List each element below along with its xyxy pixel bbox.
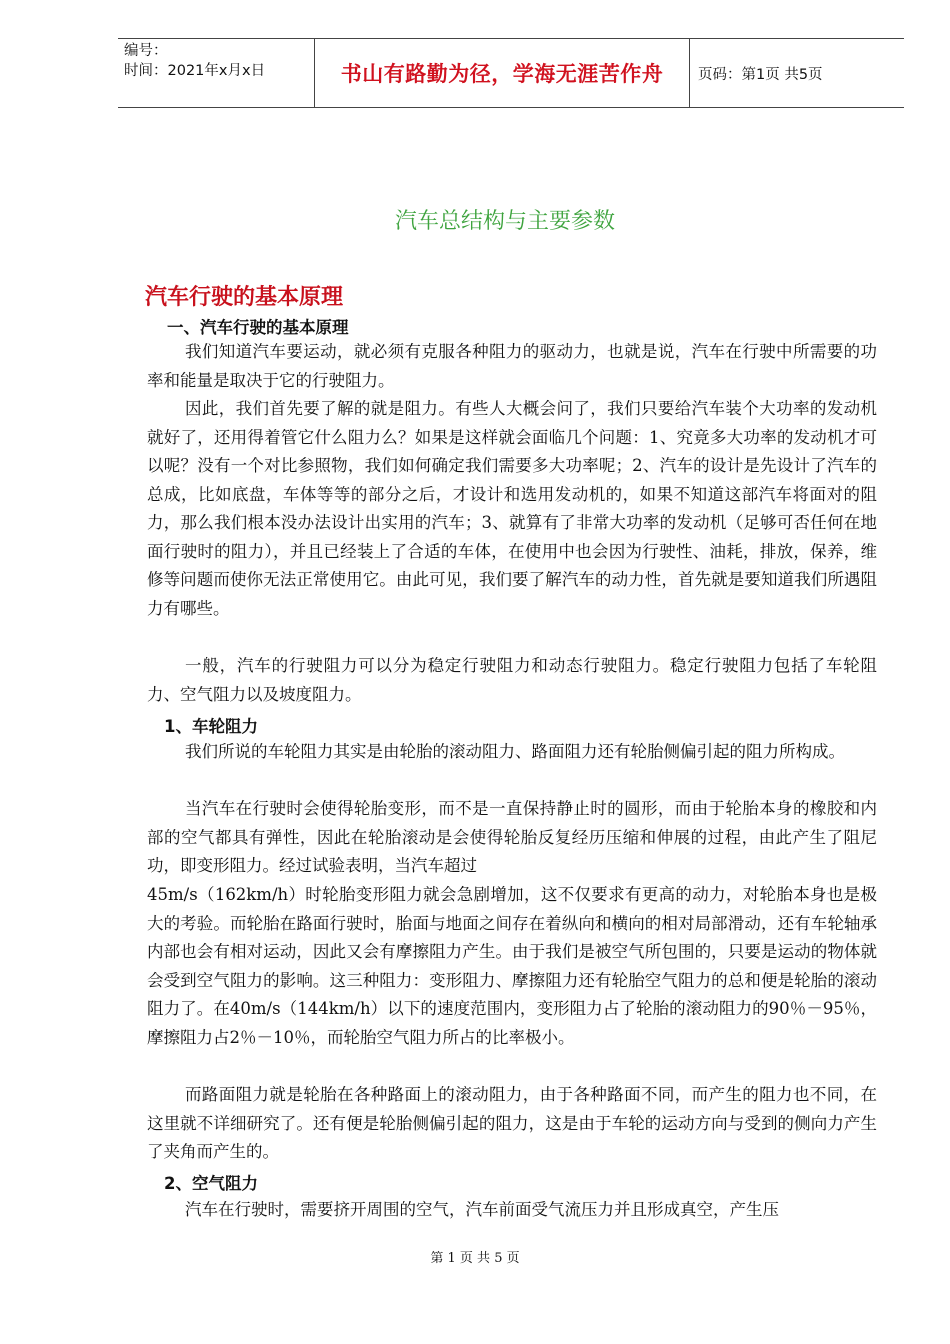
- paragraph-air: 汽车在行驶时，需要挤开周围的空气，汽车前面受气流压力并且形成真空，产生压: [185, 1200, 779, 1219]
- paragraph-wheel: 我们所说的车轮阻力其实是由轮胎的滚动阻力、路面阻力还有轮胎侧偏引起的阻力所构成。: [185, 742, 845, 761]
- paragraph-categories: 一般，汽车的行驶阻力可以分为稳定行驶阻力和动态行驶阻力。稳定行驶阻力包括了车轮阻力、空气阻力以及坡度阻力。: [147, 656, 877, 704]
- heading-air-resistance: 2、空气阻力: [164, 1174, 258, 1193]
- code-label: 编号：: [124, 43, 168, 59]
- page-footer: 第 1 页 共 5 页: [430, 1251, 520, 1266]
- subsection-heading: 一、汽车行驶的基本原理: [167, 318, 349, 337]
- heading-wheel-resistance: 1、车轮阻力: [164, 717, 258, 736]
- paragraph-rolling: 45m/s（162km/h）时轮胎变形阻力就会急剧增加，这不仅要求有更高的动力，对轮胎本身也是极大的考验。而轮胎在路面行驶时，胎面与地面之间存在着纵向和横向的相对局部滑动，还有车轮轴承内部也会有相对运动，因此又会有摩擦阻力产生。由于我们是被空气所包围的，只要是运动的物体就会受到空气阻力的影响。这三种阻力：变形阻力、摩擦阻力还有轮胎空气阻力的总和便是轮胎的滚动阻力了。在40m/s（144km/h）以下的速度范围内，变形阻力占了轮胎的滚动阻力的90％－95％，摩擦阻力占2％－10％，而轮胎空气阻力所占的比率极小。: [147, 885, 877, 1047]
- document-title: 汽车总结构与主要参数: [394, 209, 615, 234]
- paragraph-intro: 我们知道汽车要运动，就必须有克服各种阻力的驱动力，也就是说，汽车在行驶中所需要的功率和能量是取决于它的行驶阻力。: [147, 342, 877, 390]
- header-meta: [118, 39, 314, 107]
- header-motto: 书山有路勤为径，学海无涯苦作舟: [314, 39, 690, 107]
- time-label: 时间：2021年x月x日: [124, 63, 266, 79]
- paragraph-deformation: 当汽车在行驶时会使得轮胎变形，而不是一直保持静止时的圆形，而由于轮胎本身的橡胶和内部的空气都具有弹性，因此在轮胎滚动是会使得轮胎反复经历压缩和伸展的过程，由此产生了阻尼功，即变形阻力。经过试验表明，当汽车超过: [147, 799, 877, 875]
- paragraph-road: 而路面阻力就是轮胎在各种路面上的滚动阻力，由于各种路面不同，而产生的阻力也不同，在这里就不详细研究了。还有便是轮胎侧偏引起的阻力，这是由于车轮的运动方向与受到的侧向力产生了夹角而产生的。: [147, 1085, 877, 1161]
- header-page-info: 页码：第1页 共5页: [698, 66, 823, 83]
- page-header: [118, 38, 904, 108]
- paragraph-resistance: 因此，我们首先要了解的就是阻力。有些人大概会问了，我们只要给汽车装个大功率的发动机就好了，还用得着管它什么阻力么？如果是这样就会面临几个问题：1、究竟多大功率的发动机才可以呢？没有一个对比参照物，我们如何确定我们需要多大功率呢；2、汽车的设计是先设计了汽车的总成，比如底盘，车体等等的部分之后，才设计和选用发动机的，如果不知道这部汽车将面对的阻力，那么我们根本没办法设计出实用的汽车；3、就算有了非常大功率的发动机（足够可否任何在地面行驶时的阻力），并且已经装上了合适的车体，在使用中也会因为行驶性、油耗，排放，保养，维修等问题而使你无法正常使用它。由此可见，我们要了解汽车的动力性，首先就是要知道我们所遇阻力有哪些。: [147, 399, 877, 618]
- section-title: 汽车行驶的基本原理: [145, 285, 344, 310]
